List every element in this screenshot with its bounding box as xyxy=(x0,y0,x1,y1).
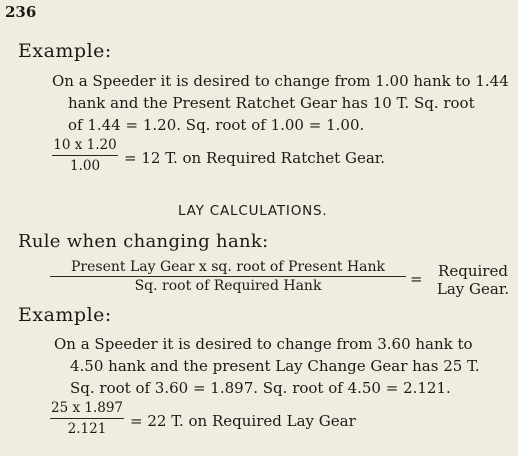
fraction-bar xyxy=(52,155,118,156)
example-1-line-1: On a Speeder it is desired to change from 1.00 hank to 1.44 xyxy=(52,72,509,90)
section-heading: LAY CALCULATIONS. xyxy=(178,203,328,219)
example-1-heading: Example: xyxy=(18,40,112,62)
example-2-line-1: On a Speeder it is desired to change from 3.60 hank to xyxy=(54,335,473,353)
rule-fraction-numerator: Present Lay Gear x sq. root of Present Hank xyxy=(70,259,385,275)
rule-label: Rule when changing hank: xyxy=(18,231,269,252)
example-2-text xyxy=(54,333,480,399)
example-1-fraction-numerator: 10 x 1.20 xyxy=(53,137,117,153)
example-1-line-3: of 1.44 = 1.20. Sq. root of 1.00 = 1.00. xyxy=(68,116,365,134)
rule-result xyxy=(428,262,518,298)
example-1-fraction xyxy=(52,137,118,174)
example-2-fraction-denominator: 2.121 xyxy=(67,421,107,437)
fraction-bar xyxy=(50,276,406,277)
rule-fraction xyxy=(50,259,406,294)
rule-fraction-denominator: Sq. root of Required Hank xyxy=(134,278,322,294)
example-2-fraction-numerator: 25 x 1.897 xyxy=(50,400,124,416)
page-number: 236 xyxy=(5,3,37,21)
example-2-heading: Example: xyxy=(18,304,112,326)
example-2-fraction xyxy=(50,400,124,437)
rule-equals: = xyxy=(410,270,423,288)
example-2-result: = 22 T. on Required Lay Gear xyxy=(130,412,356,430)
fraction-bar xyxy=(50,418,124,419)
example-1-text xyxy=(52,70,509,136)
example-1-result: = 12 T. on Required Ratchet Gear. xyxy=(124,149,386,167)
example-2-line-2: 4.50 hank and the present Lay Change Gear has 25 T. xyxy=(70,357,480,375)
rule-result-line-1: Required xyxy=(438,262,508,280)
rule-result-line-2: Lay Gear. xyxy=(436,280,510,298)
example-2-line-3: Sq. root of 3.60 = 1.897. Sq. root of 4.50 = 2.121. xyxy=(70,379,451,397)
example-1-line-2: hank and the Present Ratchet Gear has 10 T. Sq. root xyxy=(68,94,475,112)
example-1-fraction-denominator: 1.00 xyxy=(69,158,101,174)
